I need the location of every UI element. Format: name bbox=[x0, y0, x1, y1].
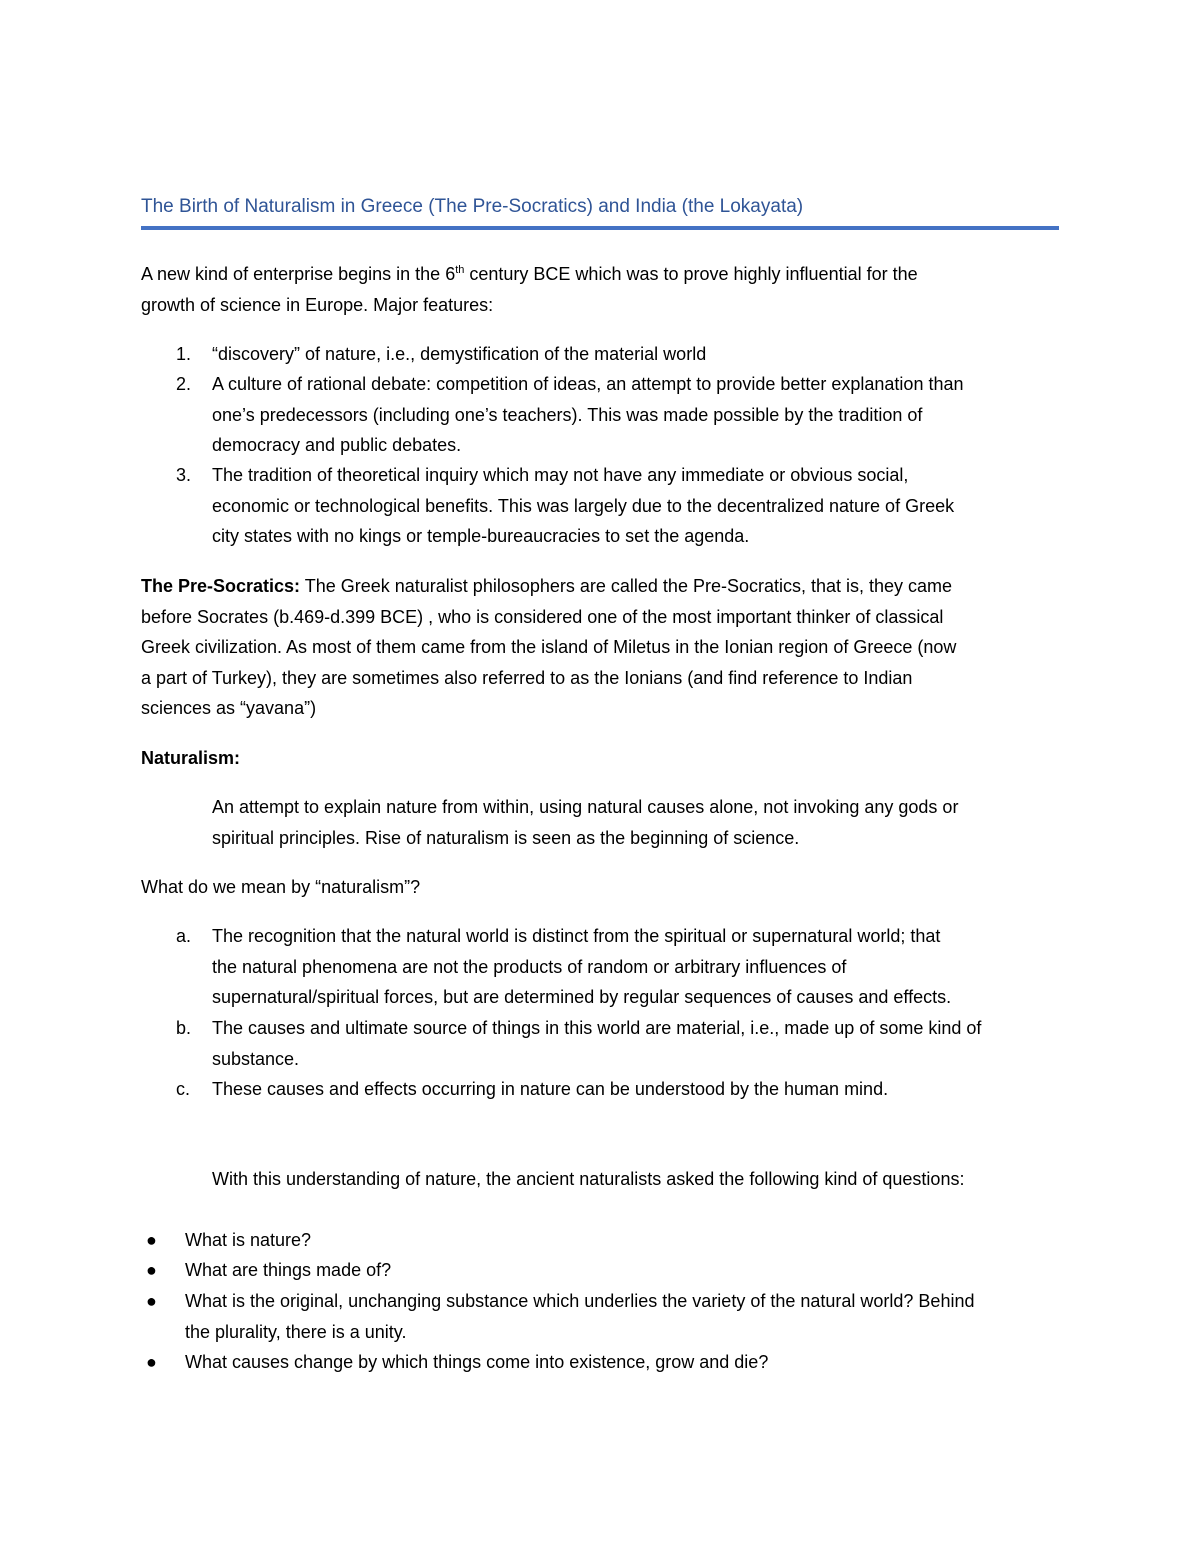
meaning-item bbox=[212, 921, 1072, 1013]
meaning-letter: a. bbox=[176, 926, 192, 946]
feature-item bbox=[212, 460, 1072, 552]
intro-superscript: th bbox=[455, 264, 465, 276]
meaning-letter: c. bbox=[176, 1079, 191, 1099]
naturalism-definition bbox=[212, 792, 1072, 853]
meaning-line: The recognition that the natural world is distinct from the spiritual or supernatural world; that bbox=[212, 926, 941, 946]
feature-line: The tradition of theoretical inquiry which may not have any immediate or obvious social, bbox=[212, 465, 909, 485]
presocratics-line: sciences as “yavana”) bbox=[141, 698, 317, 718]
intro-text-cont: century BCE which was to prove highly influential for the bbox=[464, 264, 918, 284]
bullet-icon: ● bbox=[146, 1230, 157, 1250]
meaning-item bbox=[212, 1013, 1072, 1074]
feature-number: 3. bbox=[176, 465, 192, 485]
naturalism-line: spiritual principles. Rise of naturalism is seen as the beginning of science. bbox=[212, 827, 800, 848]
title-underline bbox=[141, 226, 1059, 230]
question-line: What is nature? bbox=[185, 1230, 312, 1250]
feature-number: 1. bbox=[176, 344, 192, 364]
presocratics-line: Greek civilization. As most of them came from the island of Miletus in the Ionian region of Greece (now bbox=[141, 637, 957, 657]
document-title: The Birth of Naturalism in Greece (The Pre-Socratics) and India (the Lokayata) bbox=[141, 196, 804, 217]
intro-paragraph bbox=[141, 259, 1071, 320]
questions-intro: With this understanding of nature, the ancient naturalists asked the following kind of questions: bbox=[212, 1169, 965, 1189]
presocratics-line: a part of Turkey), they are sometimes also referred to as the Ionians (and find reference to Indian bbox=[141, 667, 913, 688]
feature-item bbox=[212, 369, 1072, 461]
question-line: What causes change by which things come into existence, grow and die? bbox=[185, 1352, 769, 1372]
feature-line: “discovery” of nature, i.e., demystification of the material world bbox=[212, 344, 707, 364]
meaning-line: These causes and effects occurring in nature can be understood by the human mind. bbox=[212, 1079, 889, 1099]
feature-line: A culture of rational debate: competition of ideas, an attempt to provide better explanation than bbox=[212, 374, 964, 394]
meaning-item bbox=[212, 1074, 1072, 1105]
meaning-letter: b. bbox=[176, 1018, 192, 1038]
presocratics-line: The Greek naturalist philosophers are called the Pre-Socratics, that is, they came bbox=[300, 576, 953, 596]
feature-line: city states with no kings or temple-bureaucracies to set the agenda. bbox=[212, 526, 750, 546]
naturalism-question: What do we mean by “naturalism”? bbox=[141, 877, 421, 897]
feature-line: democracy and public debates. bbox=[212, 435, 462, 455]
question-line: What are things made of? bbox=[185, 1260, 392, 1280]
bullet-icon: ● bbox=[146, 1260, 157, 1280]
question-item bbox=[185, 1255, 1075, 1286]
question-item bbox=[185, 1347, 1075, 1378]
intro-text: A new kind of enterprise begins in the 6 bbox=[141, 264, 456, 284]
bullet-icon: ● bbox=[146, 1352, 157, 1372]
question-item bbox=[185, 1286, 1075, 1347]
presocratics-paragraph bbox=[141, 571, 1071, 724]
question-line: What is the original, unchanging substance which underlies the variety of the natural world? Behind bbox=[185, 1291, 975, 1311]
feature-item bbox=[212, 339, 1072, 370]
bullet-icon: ● bbox=[146, 1291, 157, 1311]
naturalism-heading bbox=[141, 743, 1071, 774]
meaning-line: the natural phenomena are not the products of random or arbitrary influences of bbox=[212, 956, 847, 977]
intro-text-line2: growth of science in Europe. Major features: bbox=[141, 294, 494, 315]
naturalism-heading-text: Naturalism: bbox=[141, 748, 241, 768]
feature-number: 2. bbox=[176, 374, 192, 394]
meaning-line: substance. bbox=[212, 1048, 300, 1069]
naturalism-line: An attempt to explain nature from within, using natural causes alone, not invoking any gods or bbox=[212, 797, 959, 817]
feature-line: economic or technological benefits. This was largely due to the decentralized nature of Greek bbox=[212, 495, 955, 516]
question-item bbox=[185, 1225, 1075, 1256]
question-line: the plurality, there is a unity. bbox=[185, 1321, 407, 1342]
presocratics-line: before Socrates (b.469-d.399 BCE) , who is considered one of the most important thinker of classical bbox=[141, 606, 944, 627]
feature-line: one’s predecessors (including one’s teachers). This was made possible by the tradition of bbox=[212, 404, 923, 425]
meaning-line: supernatural/spiritual forces, but are determined by regular sequences of causes and effects. bbox=[212, 987, 952, 1007]
meaning-line: The causes and ultimate source of things in this world are material, i.e., made up of some kind of bbox=[212, 1018, 982, 1038]
presocratics-label: The Pre-Socratics: bbox=[141, 576, 301, 596]
